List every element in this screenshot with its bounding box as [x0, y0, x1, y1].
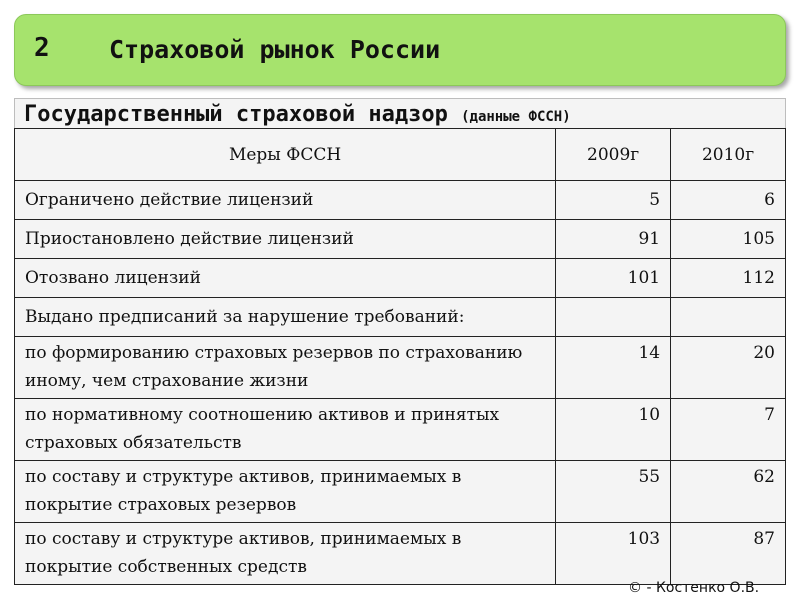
- value-2010: 6: [671, 181, 786, 220]
- section-heading-text: Государственный страховой надзор: [24, 102, 448, 127]
- row-label: по составу и структуре активов, принимаемых в покрытие страховых резервов: [15, 461, 556, 523]
- table-row: [15, 259, 786, 298]
- value-2009: 101: [556, 259, 671, 298]
- slide-number: 2: [34, 33, 50, 63]
- value-2009: 5: [556, 181, 671, 220]
- section-heading: [24, 102, 571, 127]
- value-2010: 87: [671, 523, 786, 585]
- table-row: [15, 399, 786, 461]
- row-label: по составу и структуре активов, принимаемых в покрытие собственных средств: [15, 523, 556, 585]
- table-row: [15, 337, 786, 399]
- value-2009: 14: [556, 337, 671, 399]
- table-row: [15, 298, 786, 337]
- row-label: Приостановлено действие лицензий: [15, 220, 556, 259]
- value-2010: 62: [671, 461, 786, 523]
- value-2010: 112: [671, 259, 786, 298]
- slide-title: Страховой рынок России: [109, 35, 441, 64]
- header-measures: Меры ФССН: [15, 129, 556, 181]
- value-2010: 105: [671, 220, 786, 259]
- value-2010: 20: [671, 337, 786, 399]
- row-label: Ограничено действие лицензий: [15, 181, 556, 220]
- source-note: (данные ФССН): [461, 109, 571, 125]
- value-2009: 10: [556, 399, 671, 461]
- value-2010: 7: [671, 399, 786, 461]
- value-2009: 103: [556, 523, 671, 585]
- title-banner: [14, 14, 786, 86]
- value-2009: [556, 298, 671, 337]
- header-2009: 2009г: [556, 129, 671, 181]
- table-row: [15, 461, 786, 523]
- value-2010: [671, 298, 786, 337]
- table-row: [15, 181, 786, 220]
- row-label: по формированию страховых резервов по страхованию иному, чем страхование жизни: [15, 337, 556, 399]
- value-2009: 91: [556, 220, 671, 259]
- row-label: Отозвано лицензий: [15, 259, 556, 298]
- header-2010: 2010г: [671, 129, 786, 181]
- table-row: [15, 523, 786, 585]
- copyright-footer: © - Костенко О.В.: [628, 580, 760, 596]
- table-row: [15, 220, 786, 259]
- value-2009: 55: [556, 461, 671, 523]
- row-label: по нормативному соотношению активов и принятых страховых обязательств: [15, 399, 556, 461]
- row-label: Выдано предписаний за нарушение требований:: [15, 298, 556, 337]
- table-header-row: [15, 129, 786, 181]
- supervision-table: [14, 128, 786, 585]
